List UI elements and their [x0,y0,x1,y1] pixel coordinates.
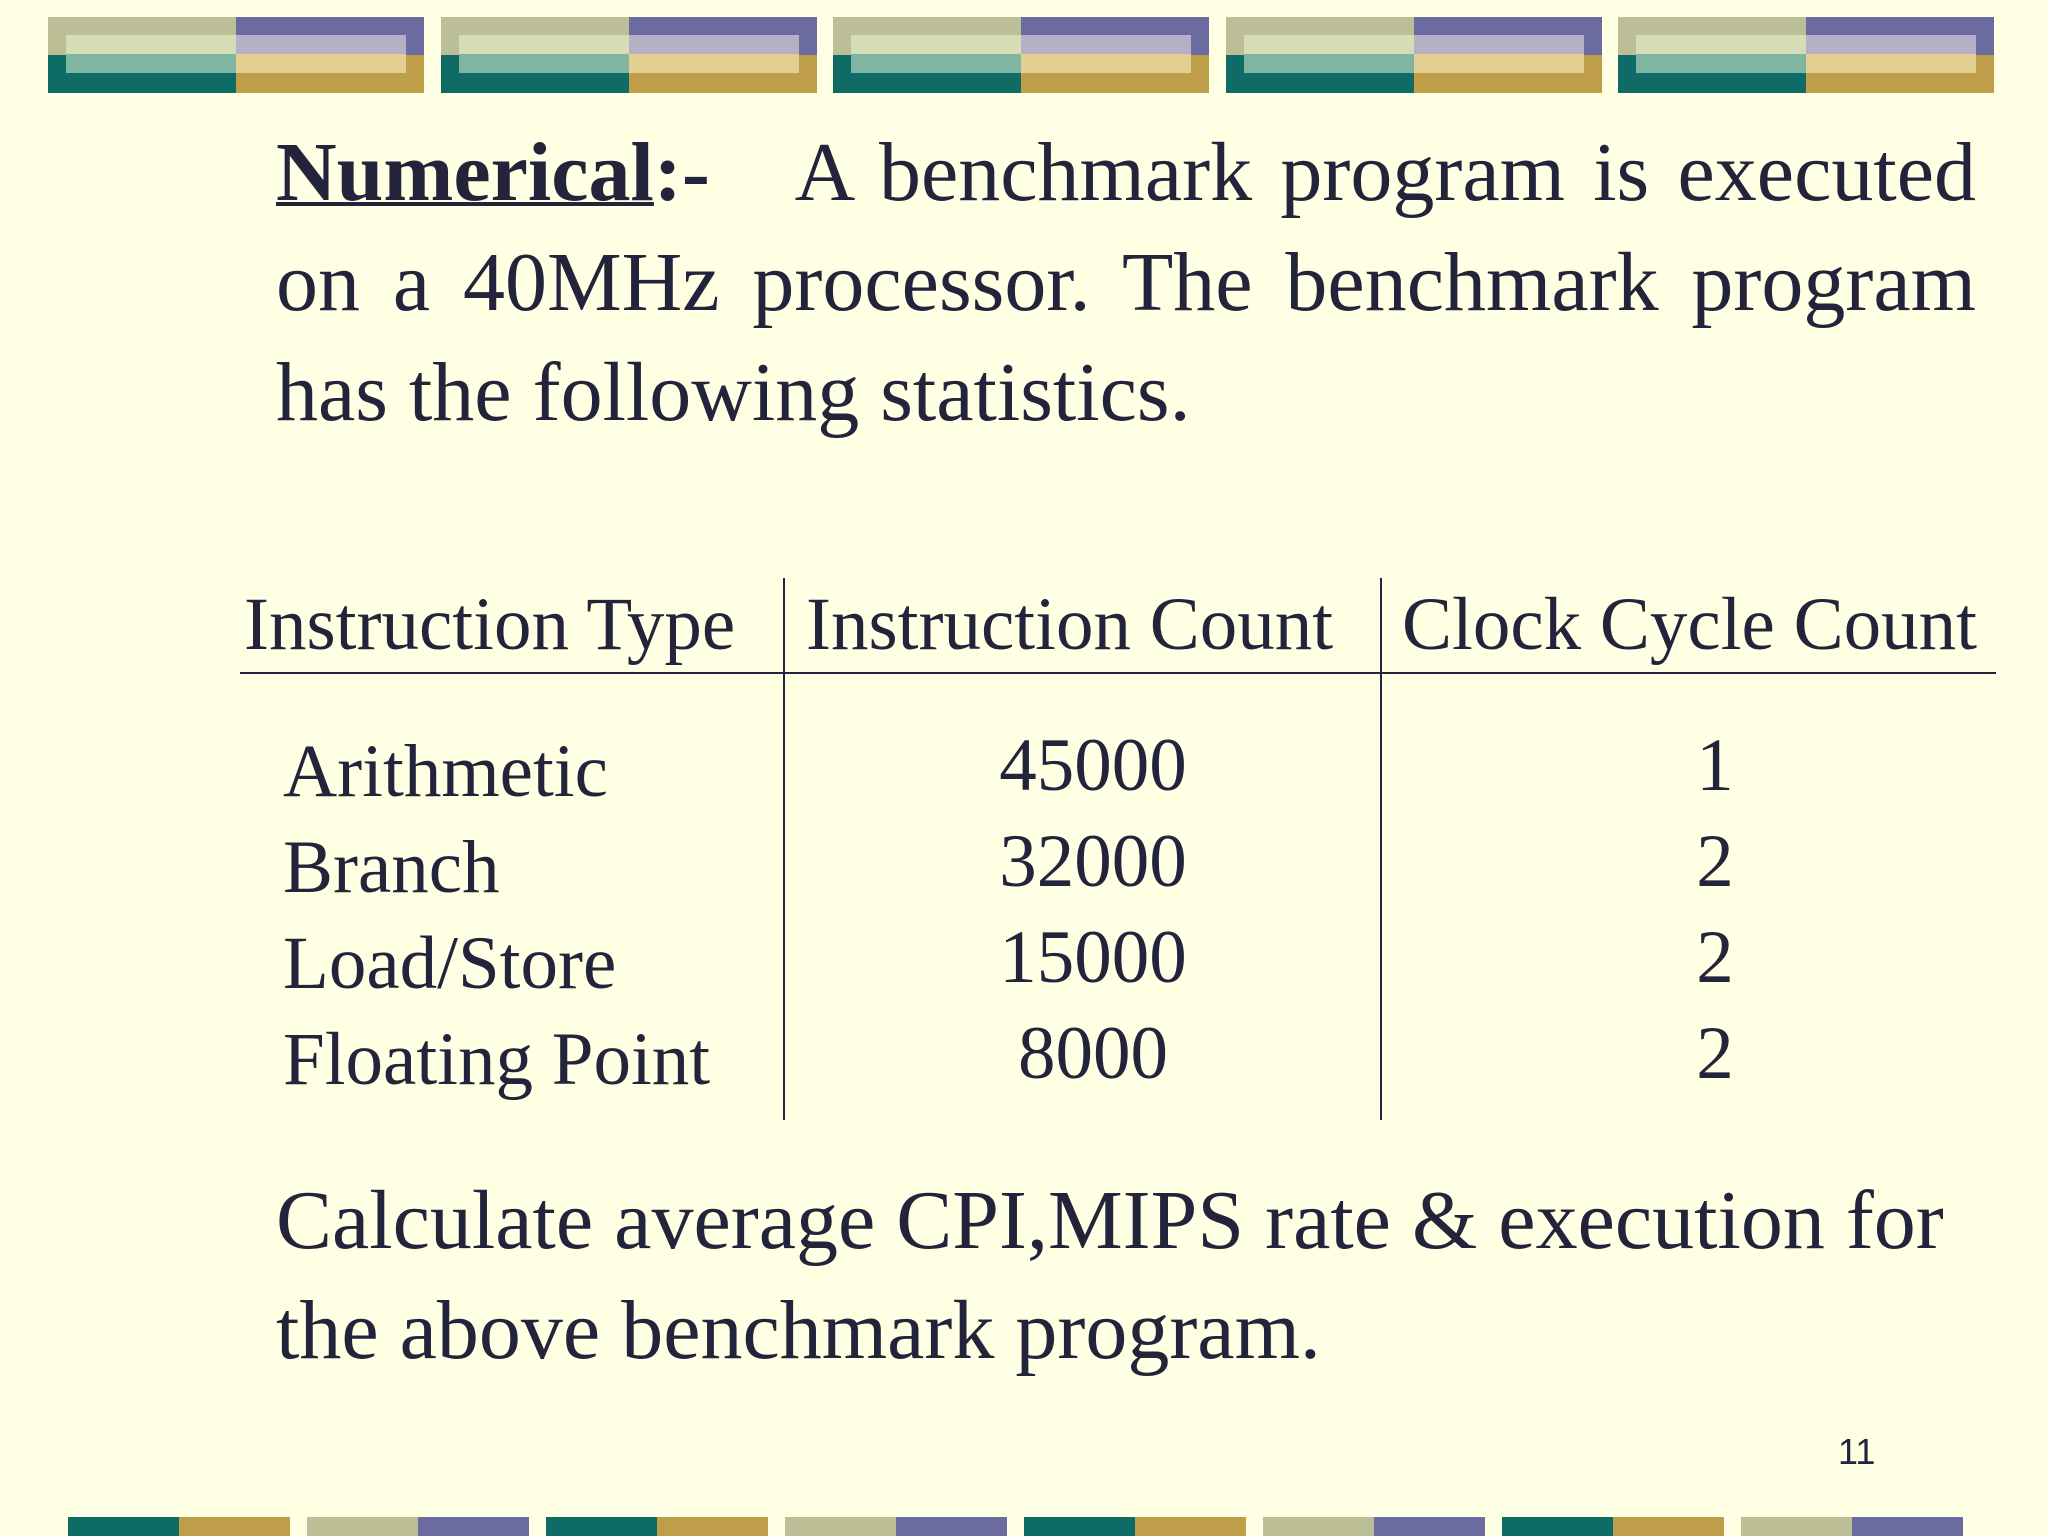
header-divider [240,672,1996,674]
cell-instruction-count: 32000 [999,820,1187,903]
column-divider [1380,578,1382,1120]
header-clock-cycle-count: Clock Cycle Count [1402,583,1977,666]
cell-instruction-type: Arithmetic [283,730,608,813]
cell-instruction-type: Load/Store [283,922,617,1005]
cell-instruction-count: 15000 [999,916,1187,999]
cell-clock-cycles: 2 [1696,820,1734,903]
header-instruction-count: Instruction Count [806,583,1334,666]
band-block [833,17,1209,93]
band-block [1024,1517,1246,1536]
cell-instruction-type: Floating Point [283,1018,711,1101]
cell-instruction-type: Branch [283,826,500,909]
band-block [1741,1517,1963,1536]
cell-clock-cycles: 2 [1696,916,1734,999]
cell-clock-cycles: 2 [1696,1012,1734,1095]
question-text: Calculate average CPI,MIPS rate & execution for the above benchmark program. [276,1174,1944,1377]
top-decorative-band [48,17,1994,93]
band-block [307,1517,529,1536]
intro-text: A benchmark program is executed on a 40MHz processor. The benchmark program has the following statistics. [276,126,1976,439]
cell-clock-cycles: 1 [1696,724,1734,807]
cell-instruction-count: 8000 [1018,1012,1168,1095]
bottom-decorative-band [68,1517,1968,1536]
label-suffix: :- [653,126,710,219]
band-block [441,17,817,93]
cell-instruction-count: 45000 [999,724,1187,807]
numerical-label: Numerical [276,126,654,219]
band-block [785,1517,1007,1536]
header-instruction-type: Instruction Type [244,583,736,666]
band-block [1502,1517,1724,1536]
page-number: 11 [1838,1431,1876,1472]
band-block [1263,1517,1485,1536]
band-block [48,17,424,93]
band-block [68,1517,290,1536]
intro-paragraph [276,118,1976,448]
band-block [546,1517,768,1536]
column-divider [783,578,785,1120]
band-block [1226,17,1602,93]
band-block [1618,17,1994,93]
